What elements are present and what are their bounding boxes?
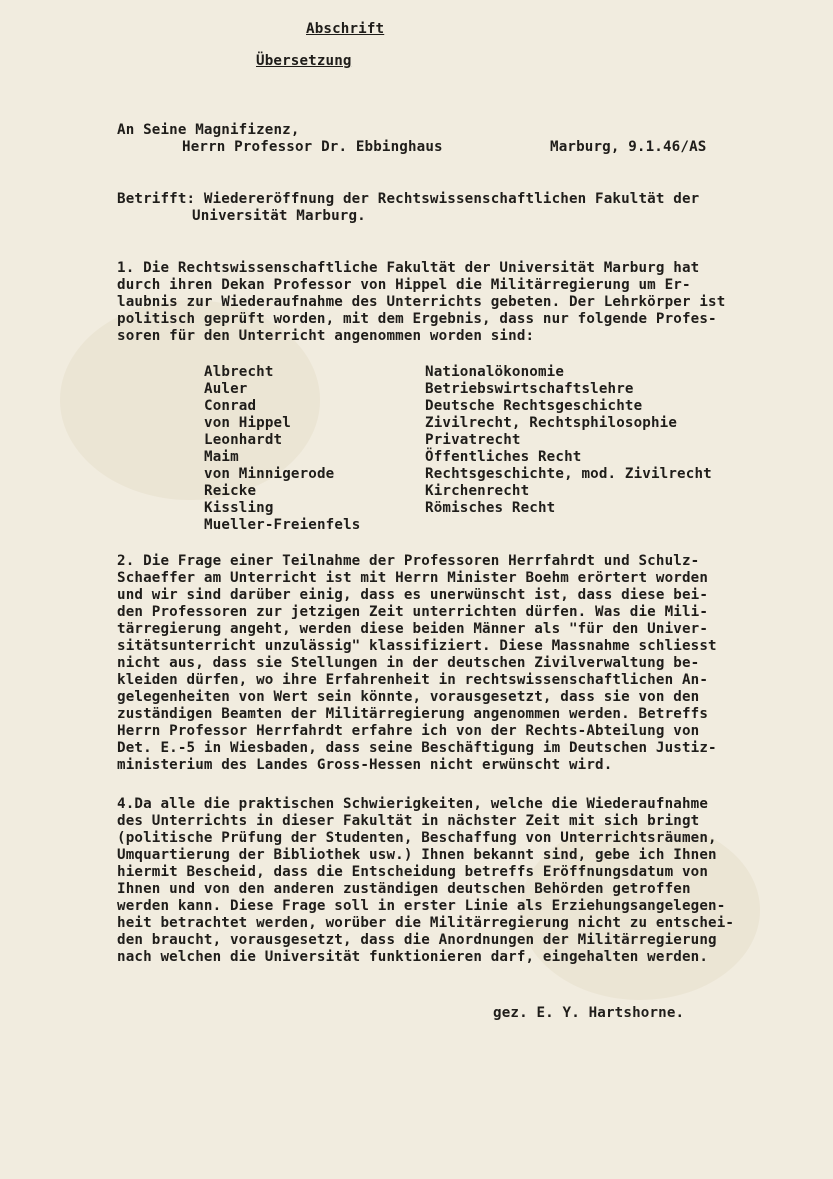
label-translation: Übersetzung bbox=[256, 53, 352, 69]
paragraph-line: ministerium des Landes Gross-Hessen nicht erwünscht wird. bbox=[117, 757, 613, 773]
paragraph-line: nicht aus, dass sie Stellungen in der deutschen Zivilverwaltung be- bbox=[117, 655, 700, 671]
paragraph-line: zuständigen Beamten der Militärregierung angenommen werden. Betreffs bbox=[117, 706, 709, 722]
paragraph-line: und wir sind darüber einig, dass es unerwünscht ist, dass diese bei- bbox=[117, 587, 709, 603]
professor-subjects bbox=[425, 364, 712, 517]
paragraph-1 bbox=[117, 260, 725, 345]
paragraph-line: den Professoren zur jetzigen Zeit unterrichten dürfen. Was die Mili- bbox=[117, 604, 709, 620]
paragraph-line: gelegenheiten von Wert sein könnte, vorausgesetzt, dass sie von den bbox=[117, 689, 700, 705]
paragraph-line: 2. Die Frage einer Teilnahme der Professoren Herrfahrdt und Schulz- bbox=[117, 553, 700, 569]
professor-name: Auler bbox=[204, 381, 248, 397]
paragraph-line: durch ihren Dekan Professor von Hippel die Militärregierung um Er- bbox=[117, 277, 691, 293]
paragraph-line: 4.Da alle die praktischen Schwierigkeiten, welche die Wiederaufnahme bbox=[117, 796, 709, 812]
paragraph-line: Umquartierung der Bibliothek usw.) Ihnen bekannt sind, gebe ich Ihnen bbox=[117, 847, 717, 863]
paragraph-line: 1. Die Rechtswissenschaftliche Fakultät der Universität Marburg hat bbox=[117, 260, 700, 276]
professor-name: Kissling bbox=[204, 500, 274, 516]
professor-names bbox=[204, 364, 360, 534]
paragraph-4 bbox=[117, 796, 734, 966]
paragraph-line: laubnis zur Wiederaufnahme des Unterrichts gebeten. Der Lehrkörper ist bbox=[117, 294, 726, 310]
professor-name: Mueller-Freienfels bbox=[204, 517, 361, 533]
signature: gez. E. Y. Hartshorne. bbox=[493, 1005, 685, 1021]
professor-subject: Öffentliches Recht bbox=[425, 449, 582, 465]
paragraph-line: Herrn Professor Herrfahrdt erfahre ich von der Rechts-Abteilung von bbox=[117, 723, 700, 739]
professor-subject: Privatrecht bbox=[425, 432, 521, 448]
paragraph-line: soren für den Unterricht angenommen worden sind: bbox=[117, 328, 535, 344]
professor-name: Reicke bbox=[204, 483, 257, 499]
professor-subject: Deutsche Rechtsgeschichte bbox=[425, 398, 643, 414]
professor-name: von Hippel bbox=[204, 415, 291, 431]
paragraph-line: werden kann. Diese Frage soll in erster Linie als Erziehungsangelegen- bbox=[117, 898, 726, 914]
professor-subject: Nationalökonomie bbox=[425, 364, 565, 380]
subject-line-cont: Universität Marburg. bbox=[192, 208, 366, 224]
date-reference: Marburg, 9.1.46/AS bbox=[550, 139, 707, 155]
professor-subject: Rechtsgeschichte, mod. Zivilrecht bbox=[425, 466, 712, 482]
paragraph-line: den braucht, vorausgesetzt, dass die Anordnungen der Militärregierung bbox=[117, 932, 717, 948]
addressee-line: An Seine Magnifizenz, bbox=[117, 122, 300, 138]
paragraph-line: heit betrachtet werden, worüber die Militärregierung nicht zu entschei- bbox=[117, 915, 735, 931]
paragraph-line: des Unterrichts in dieser Fakultät in nächster Zeit mit sich bringt bbox=[117, 813, 700, 829]
professor-subject: Betriebswirtschaftslehre bbox=[425, 381, 634, 397]
professor-subject: Zivilrecht, Rechtsphilosophie bbox=[425, 415, 678, 431]
professor-name: Conrad bbox=[204, 398, 257, 414]
professor-name: Maim bbox=[204, 449, 239, 465]
paragraph-line: Ihnen und von den anderen zuständigen deutschen Behörden getroffen bbox=[117, 881, 691, 897]
paragraph-line: kleiden dürfen, wo ihre Erfahrenheit in rechtswissenschaftlichen An- bbox=[117, 672, 709, 688]
professor-subject: Römisches Recht bbox=[425, 500, 556, 516]
paragraph-line: Schaeffer am Unterricht ist mit Herrn Minister Boehm erörtert worden bbox=[117, 570, 709, 586]
addressee-name: Herrn Professor Dr. Ebbinghaus bbox=[182, 139, 443, 155]
paragraph-line: (politische Prüfung der Studenten, Beschaffung von Unterrichtsräumen, bbox=[117, 830, 717, 846]
professor-name: Leonhardt bbox=[204, 432, 283, 448]
paragraph-line: Det. E.-5 in Wiesbaden, dass seine Beschäftigung im Deutschen Justiz- bbox=[117, 740, 717, 756]
paragraph-line: hiermit Bescheid, dass die Entscheidung betreffs Eröffnungsdatum von bbox=[117, 864, 709, 880]
paragraph-line: sitätsunterricht unzulässig" klassifiziert. Diese Massnahme schliesst bbox=[117, 638, 717, 654]
professor-name: von Minnigerode bbox=[204, 466, 335, 482]
professor-name: Albrecht bbox=[204, 364, 274, 380]
paragraph-line: politisch geprüft worden, mit dem Ergebnis, dass nur folgende Profes- bbox=[117, 311, 717, 327]
paragraph-line: tärregierung angeht, werden diese beiden Männer als "für den Univer- bbox=[117, 621, 709, 637]
paragraph-line: nach welchen die Universität funktionieren darf, eingehalten werden. bbox=[117, 949, 709, 965]
label-copy: Abschrift bbox=[306, 21, 385, 37]
subject-line: Betrifft: Wiedereröffnung der Rechtswissenschaftlichen Fakultät der bbox=[117, 191, 700, 207]
paragraph-2 bbox=[117, 553, 717, 774]
professor-subject: Kirchenrecht bbox=[425, 483, 530, 499]
